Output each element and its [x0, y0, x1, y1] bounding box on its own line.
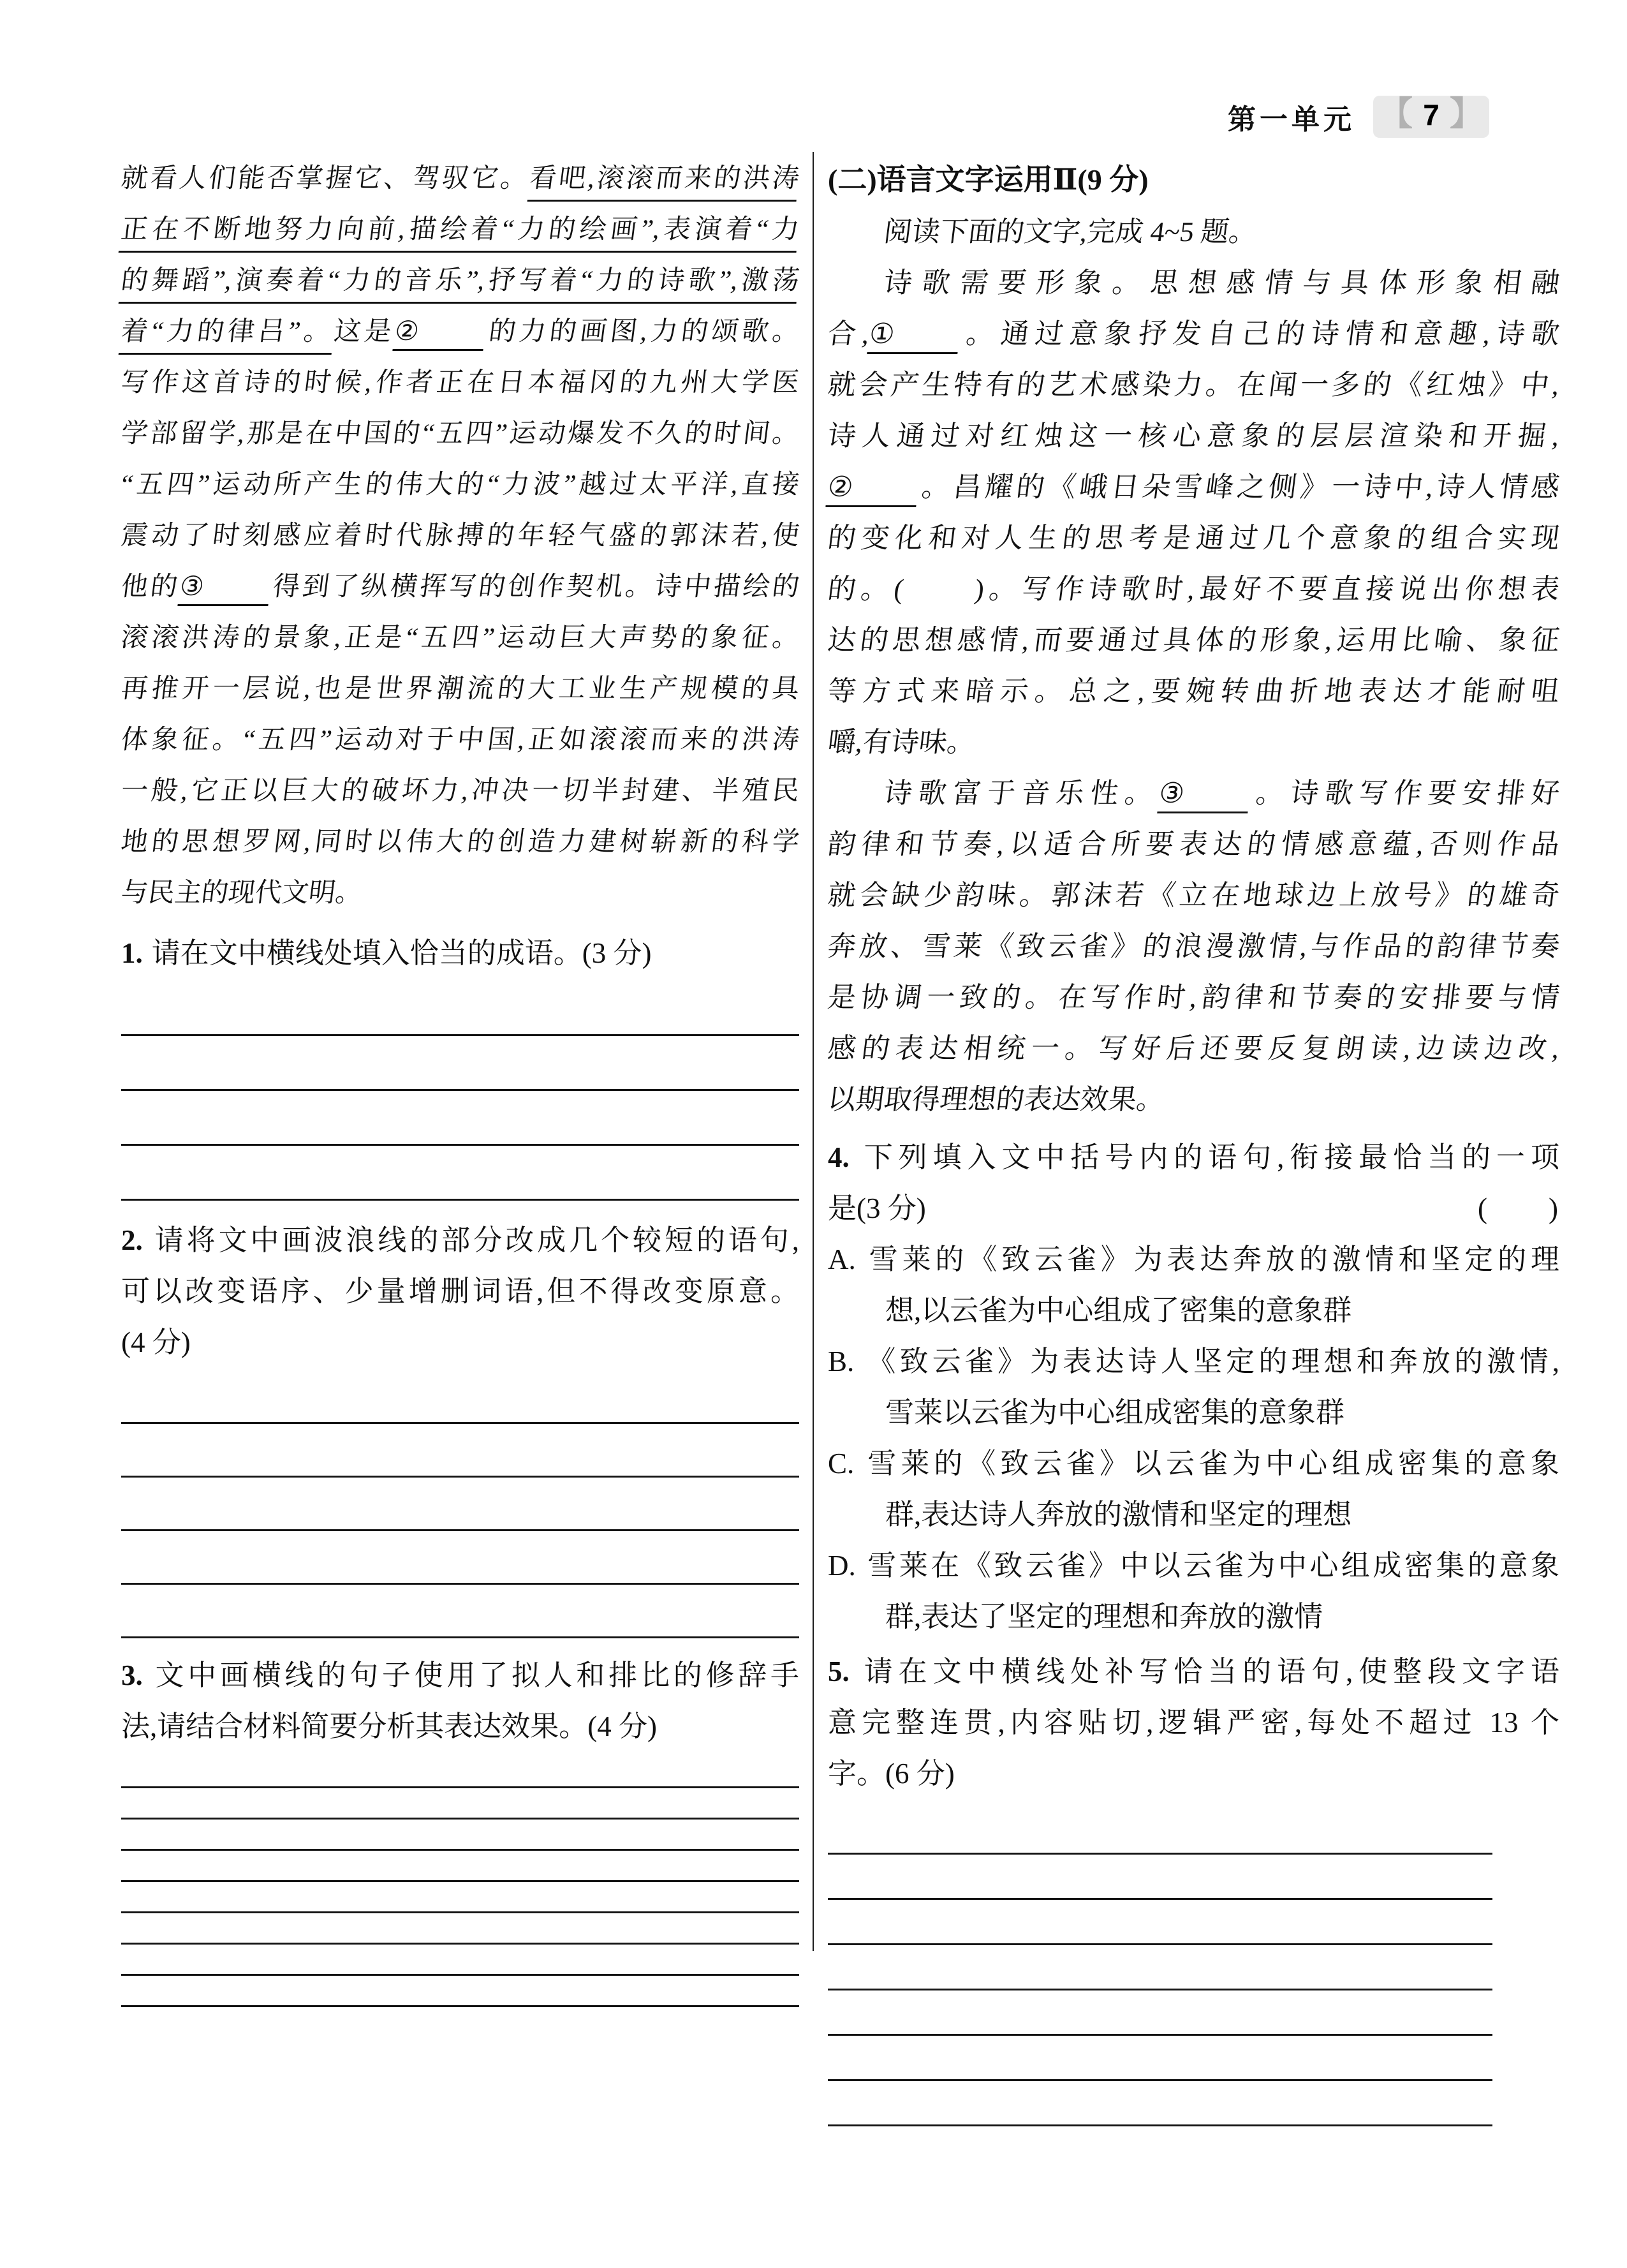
option-line	[828, 1540, 1559, 1591]
answer-line	[121, 1478, 799, 1531]
passage-line	[118, 255, 802, 306]
underlined-text: 着“力的律吕”。	[119, 317, 336, 355]
question-stem-line	[828, 1697, 1559, 1748]
question-stem-line	[828, 1183, 1559, 1234]
text-segment: 以期取得理想的表达效果。	[826, 1084, 1167, 1115]
column-divider	[813, 152, 814, 1951]
question-stem-line	[828, 1748, 1559, 1799]
passage-line	[825, 615, 1563, 666]
passage-intro: 阅读下面的文字,完成 4~5 题。	[882, 216, 1259, 248]
question-1	[121, 928, 799, 979]
passage-line	[825, 462, 1563, 513]
answer-line	[121, 1036, 799, 1091]
reading-passage-2	[826, 258, 1562, 1125]
left-bracket-icon: 【	[1379, 96, 1413, 133]
answer-line	[121, 1788, 799, 1820]
text-segment: 文中画横线的句子使用了拟人和排比的修辞手	[151, 1659, 799, 1691]
answer-line	[828, 1855, 1492, 1900]
text-segment: 震动了时刻感应着时代脉搏的年轻气盛的郭沫若,使	[119, 521, 801, 551]
answer-line	[121, 1851, 799, 1882]
question-stem-line	[121, 1266, 799, 1317]
text-segment: 请在文中横线处填入恰当的成语。(3 分)	[151, 937, 652, 969]
passage-line	[825, 819, 1563, 870]
text-segment: 奔放、雪莱《致云雀》的浪漫激情,与作品的韵律节奏	[826, 931, 1562, 962]
passage-line	[825, 1074, 1563, 1125]
text-segment: 法,请结合材料简要分析其表达效果。(4 分)	[121, 1710, 657, 1742]
question-stem-line	[828, 1646, 1559, 1697]
answer-line	[121, 1913, 799, 1945]
question-stem-line	[828, 1132, 1559, 1183]
passage-line	[825, 258, 1563, 309]
right-bracket-icon: 】	[1449, 96, 1483, 133]
question-4	[828, 1132, 1559, 1234]
question-2-answer-lines	[121, 1370, 799, 1638]
text-segment: 请在文中横线处补写恰当的语句,使整段文字语	[858, 1656, 1559, 1687]
question-number: 3.	[121, 1659, 143, 1691]
passage-line	[118, 306, 802, 357]
answer-line	[121, 1370, 799, 1424]
answer-line	[121, 1882, 799, 1913]
passage-line	[118, 663, 802, 715]
underlined-text: 的舞蹈”,演奏着“力的音乐”,抒写着“力的诗歌”,激荡	[119, 266, 801, 304]
passage-line	[825, 411, 1563, 462]
option-line	[828, 1234, 1559, 1285]
answer-line	[828, 1900, 1492, 1945]
text-segment: 他的	[119, 572, 182, 602]
option-line	[828, 1336, 1559, 1387]
text-segment: 等方式来暗示。总之,要婉转曲折地表达才能耐咀	[826, 676, 1562, 707]
answer-line	[121, 1757, 799, 1788]
text-segment: 诗歌需要形象。思想感情与具体形象相融	[882, 267, 1562, 299]
answer-line	[828, 2081, 1492, 2126]
text-segment: 可以改变语序、少量增删词语,但不得改变原意。	[121, 1275, 799, 1307]
text-segment: 群,表达诗人奔放的激情和坚定的理想	[885, 1499, 1352, 1531]
reading-passage-1	[121, 153, 799, 919]
passage-line	[118, 153, 802, 204]
passage-line	[118, 561, 802, 612]
passage-line	[825, 513, 1563, 564]
text-segment: “五四”运动所产生的伟大的“力波”越过太平洋,直接	[119, 470, 801, 500]
passage-line	[118, 510, 802, 561]
answer-line	[121, 1945, 799, 1976]
text-segment: (4 分)	[121, 1326, 191, 1358]
passage-line	[825, 972, 1563, 1023]
question-stem-line	[121, 928, 799, 979]
text-segment: 地的思想罗网,同时以伟大的创造力建树崭新的科学	[119, 827, 801, 857]
text-segment: 就会产生特有的艺术感染力。在闻一多的《红烛》中,	[826, 369, 1562, 401]
passage-line	[825, 921, 1563, 972]
fill-in-blank: ③	[1157, 778, 1252, 813]
text-segment: 合,	[826, 318, 872, 350]
passage-line	[118, 868, 802, 919]
question-2	[121, 1215, 799, 1368]
text-segment: 诗歌富于音乐性。	[882, 778, 1161, 809]
passage-line	[118, 408, 802, 459]
question-4-options	[828, 1234, 1559, 1642]
text-segment: 《致云雀》为表达诗人坚定的理想和奔放的激情,	[863, 1345, 1559, 1377]
passage-line	[118, 715, 802, 766]
answer-line	[121, 981, 799, 1036]
text-segment: 字。(6 分)	[828, 1758, 955, 1790]
text-segment: 下列填入文中括号内的语句,衔接最恰当的一项	[858, 1141, 1559, 1173]
unit-title: 第一单元	[1227, 104, 1355, 135]
passage-line	[118, 204, 802, 255]
option-label: D.	[828, 1550, 856, 1582]
text-segment: 就看人们能否掌握它、驾驭它。	[119, 164, 532, 193]
text-segment: 雪莱在《致云雀》中以云雀为中心组成密集的意象	[864, 1550, 1559, 1582]
text-segment: 诗人通过对红烛这一核心意象的层层渲染和开掘,	[826, 420, 1562, 452]
right-column	[826, 153, 1562, 2126]
text-segment: 体象征。“五四”运动对于中国,正如滚滚而来的洪涛	[119, 725, 801, 755]
passage-line	[825, 309, 1563, 360]
question-number: 2.	[121, 1224, 143, 1256]
text-segment: 的变化和对人生的思考是通过几个意象的组合实现	[826, 523, 1562, 554]
text-segment: 意完整连贯,内容贴切,逻辑严密,每处不超过 13 个	[828, 1707, 1559, 1738]
answer-line	[121, 1585, 799, 1638]
fill-in-blank: ②	[825, 472, 920, 507]
passage-line	[825, 360, 1563, 411]
page-number-badge	[1373, 96, 1489, 138]
text-segment: 请将文中画波浪线的部分改成几个较短的语句,	[151, 1224, 799, 1256]
answer-line	[828, 2036, 1492, 2081]
answer-line	[121, 1091, 799, 1146]
text-segment: 达的思想感情,而要通过具体的形象,运用比喻、象征	[826, 625, 1562, 656]
question-stem-line	[121, 1317, 799, 1368]
question-5	[828, 1646, 1559, 1799]
text-segment: 雪莱以云雀为中心组成密集的意象群	[885, 1397, 1345, 1428]
passage-line	[118, 459, 802, 510]
option-line	[828, 1285, 1559, 1336]
question-3-answer-lines	[121, 1757, 799, 2007]
text-segment: 写作这首诗的时候,作者正在日本福冈的九州大学医	[119, 368, 801, 397]
fill-in-blank: ①	[867, 319, 962, 354]
answer-line	[828, 1990, 1492, 2036]
question-number: 1.	[121, 937, 143, 969]
answer-line	[121, 1531, 799, 1585]
text-segment: 的。( )。写作诗歌时,最好不要直接说出你想表	[826, 574, 1562, 605]
text-segment: 滚滚洪涛的景象,正是“五四”运动巨大声势的象征。	[119, 623, 801, 653]
text-segment: 嚼,有诗味。	[826, 727, 978, 758]
text-segment: 是(3 分)	[828, 1192, 926, 1224]
text-segment: 一般,它正以巨大的破坏力,冲决一切半封建、半殖民	[119, 776, 801, 806]
text-segment: 雪莱的《致云雀》以云雀为中心组成密集的意象	[863, 1448, 1559, 1479]
passage-line	[825, 564, 1563, 615]
text-segment: 是协调一致的。在写作时,韵律和节奏的安排要与情	[826, 982, 1562, 1013]
page-header	[0, 96, 1489, 138]
passage-line	[825, 717, 1563, 768]
passage-line	[825, 1023, 1563, 1074]
answer-bracket: ( )	[1478, 1192, 1559, 1224]
passage-line	[118, 766, 802, 817]
question-stem-line	[121, 1650, 799, 1701]
underlined-text: 看吧,滚滚而来的洪涛	[527, 164, 801, 202]
text-segment: 与民主的现代文明。	[119, 878, 364, 908]
page-number: 7	[1423, 98, 1439, 131]
text-segment: 。通过意象抒发自己的诗情和意趣,诗歌	[958, 318, 1562, 350]
fill-in-blank: ②	[392, 317, 487, 351]
passage-line	[118, 357, 802, 408]
left-column	[121, 153, 799, 2007]
answer-line	[828, 1809, 1492, 1855]
option-label: C.	[828, 1448, 855, 1479]
option-line	[828, 1438, 1559, 1489]
section-title: (二)语言文字运用Ⅱ(9 分)	[828, 163, 1149, 196]
question-5-answer-lines	[828, 1809, 1559, 2126]
text-segment: 得到了纵横挥写的创作契机。诗中描绘的	[269, 572, 801, 602]
answer-line	[121, 1976, 799, 2007]
text-segment: 就会缺少韵味。郭沫若《立在地球边上放号》的雄奇	[826, 880, 1562, 911]
fill-in-blank: ③	[177, 572, 272, 606]
text-segment: 再推开一层说,也是世界潮流的大工业生产规模的具	[119, 674, 801, 704]
option-line	[828, 1591, 1559, 1642]
passage-line	[118, 612, 802, 663]
text-segment: 。昌耀的《峨日朵雪峰之侧》一诗中,诗人情感	[917, 471, 1562, 503]
option-line	[828, 1489, 1559, 1540]
text-segment: 的力的画图,力的颂歌。	[483, 317, 801, 346]
text-segment: 雪莱的《致云雀》为表达奔放的激情和坚定的理	[864, 1243, 1559, 1275]
passage-line	[825, 768, 1563, 819]
question-3	[121, 1650, 799, 1752]
text-segment: 。诗歌写作要安排好	[1248, 778, 1562, 809]
option-label: B.	[828, 1345, 855, 1377]
question-1-answer-lines	[121, 981, 799, 1201]
question-stem-line	[121, 1701, 799, 1752]
text-segment: 感的表达相统一。写好后还要反复朗读,边读边改,	[826, 1033, 1562, 1064]
question-stem-line	[121, 1215, 799, 1266]
text-segment: 韵律和节奏,以适合所要表达的情感意蕴,否则作品	[826, 829, 1562, 860]
passage-line	[825, 870, 1563, 921]
answer-line	[121, 1820, 799, 1851]
option-label: A.	[828, 1243, 856, 1275]
answer-line	[121, 1424, 799, 1478]
question-number: 4.	[828, 1141, 850, 1173]
option-line	[828, 1387, 1559, 1438]
text-segment: 群,表达了坚定的理想和奔放的激情	[885, 1601, 1323, 1633]
answer-line	[828, 1945, 1492, 1990]
text-segment: 想,以云雀为中心组成了密集的意象群	[885, 1294, 1352, 1326]
passage-line	[118, 817, 802, 868]
text-segment: 这是	[332, 317, 397, 346]
passage-line	[825, 666, 1563, 717]
answer-line	[121, 1146, 799, 1201]
text-segment: 学部留学,那是在中国的“五四”运动爆发不久的时间。	[119, 419, 801, 448]
question-number: 5.	[828, 1656, 850, 1687]
underlined-text: 正在不断地努力向前,描绘着“力的绘画”,表演着“力	[119, 215, 801, 253]
